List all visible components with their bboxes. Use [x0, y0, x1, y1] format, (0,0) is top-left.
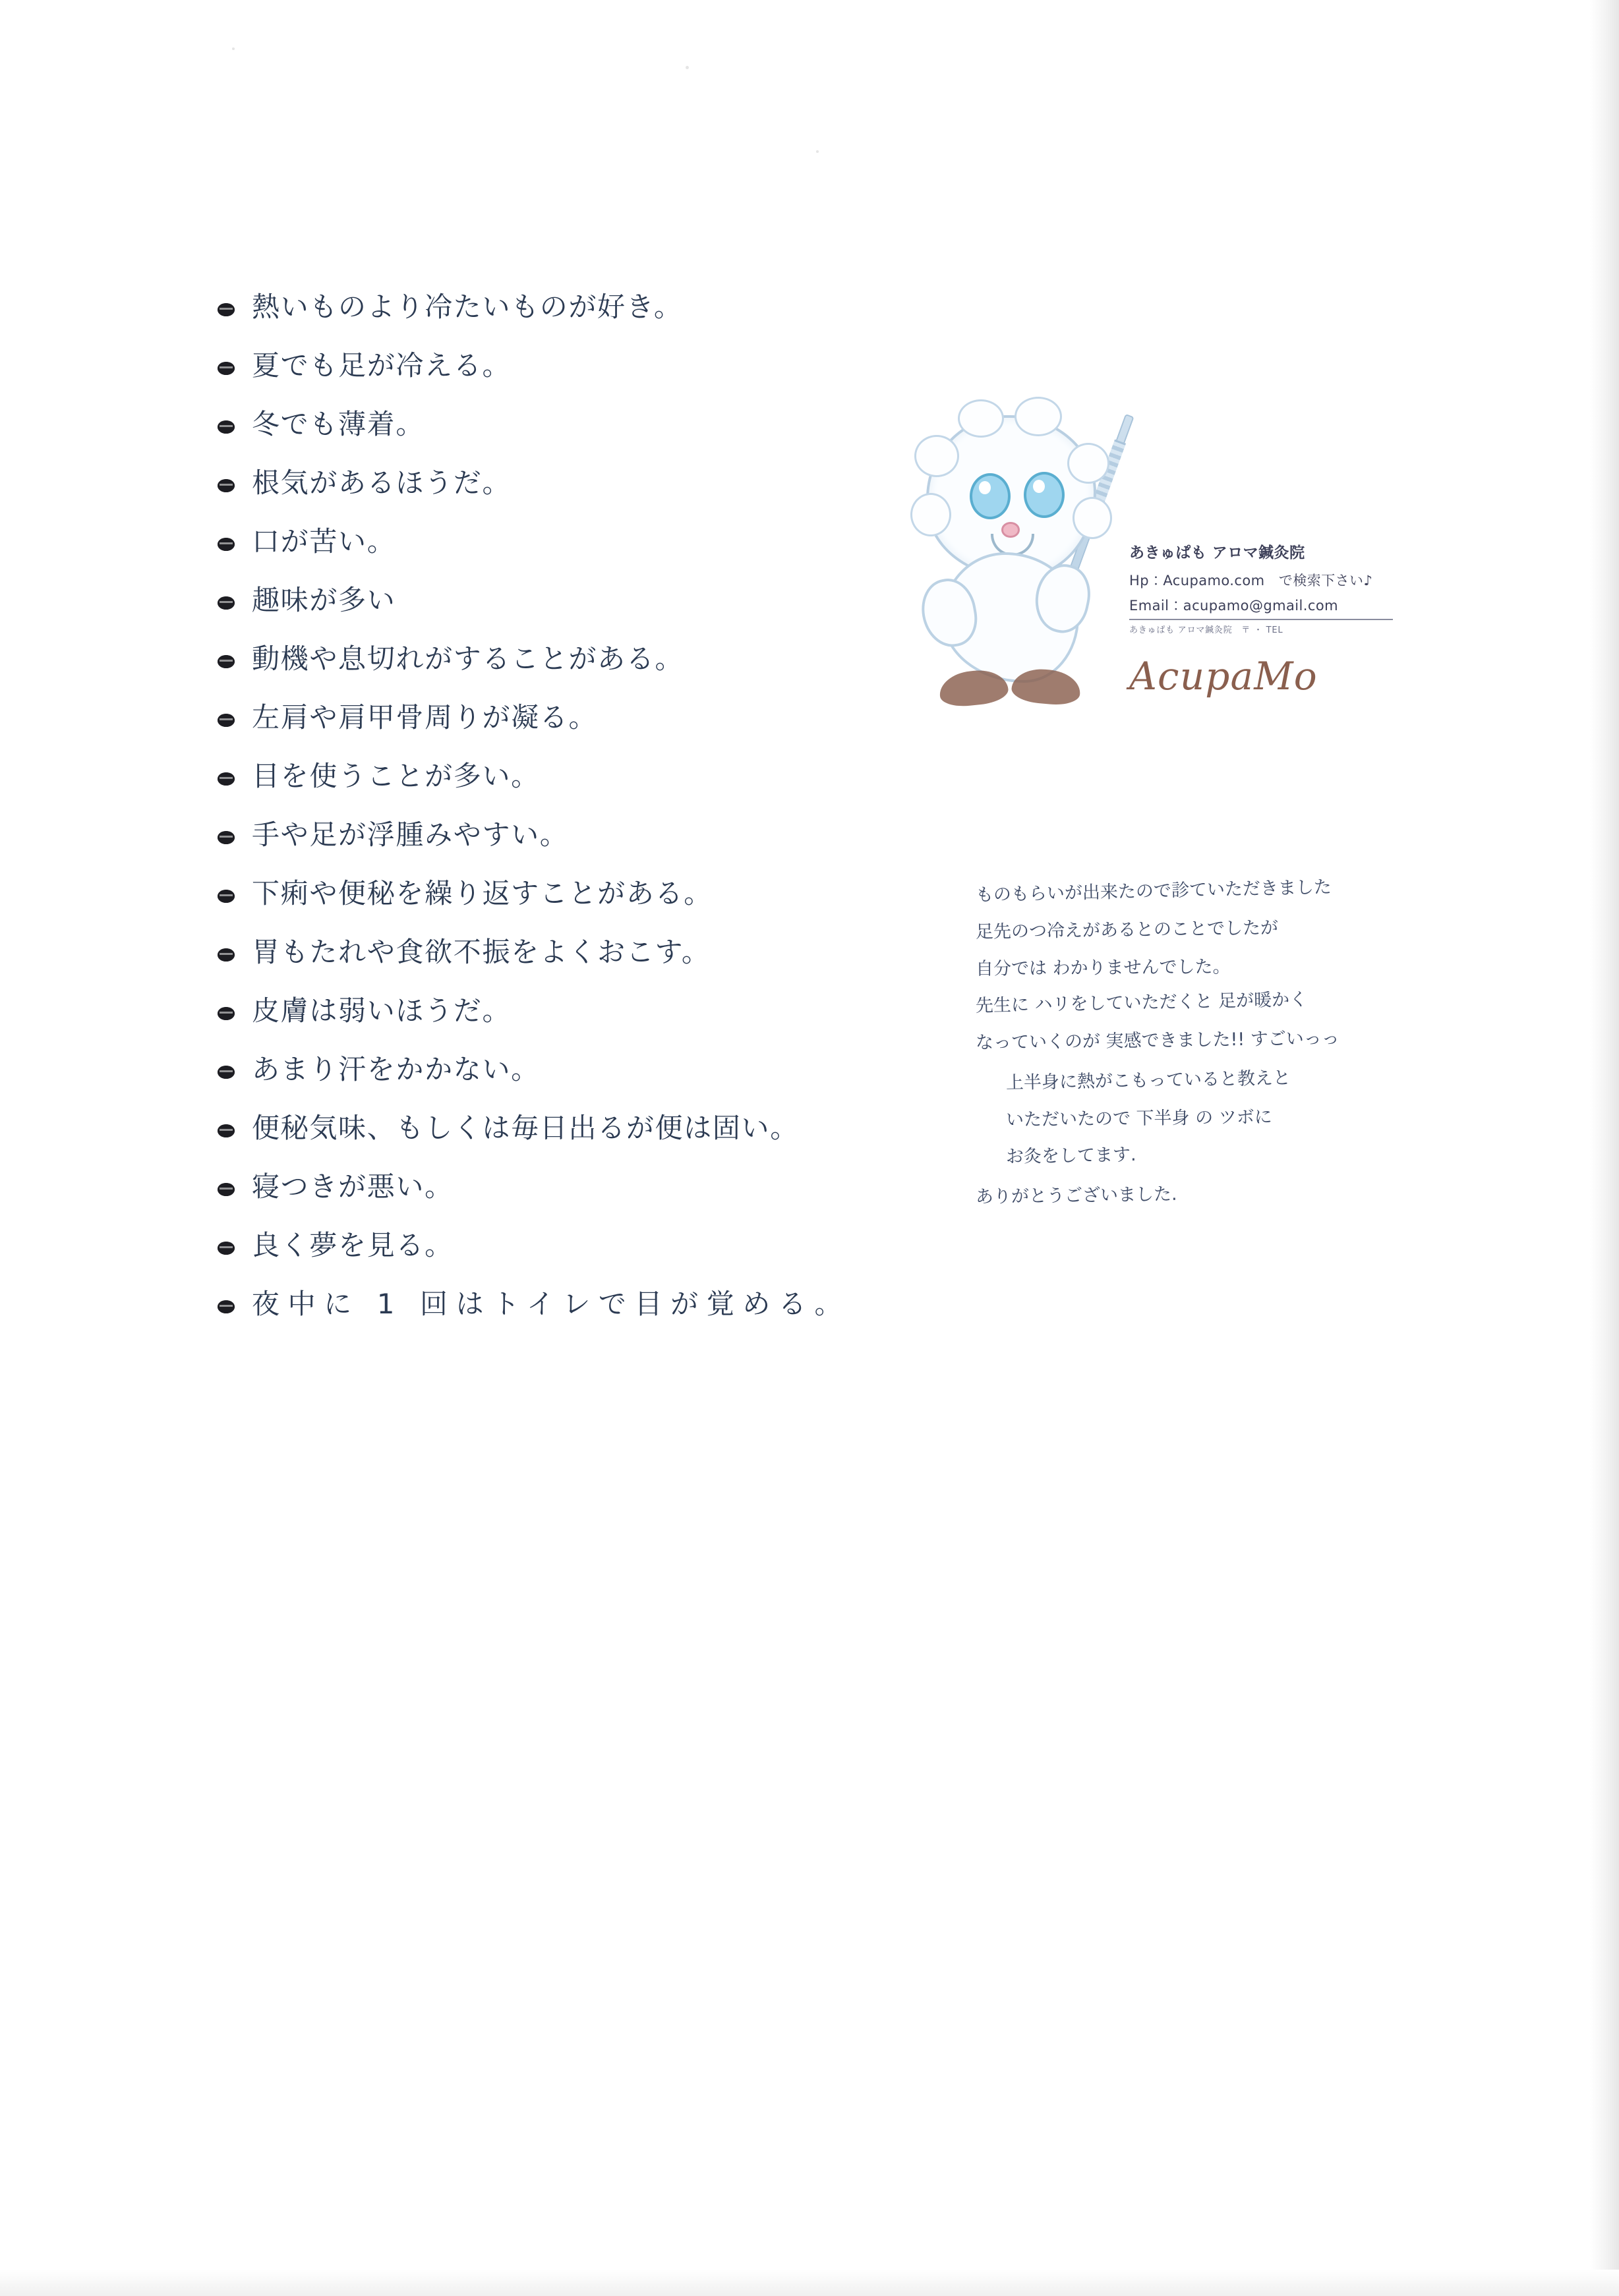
list-item-label: 夜中に 1 回はトイレで目が覚める。	[252, 1288, 851, 1320]
list-item-label: あまり汗をかかない。	[252, 1053, 540, 1085]
bullet-icon	[218, 1183, 235, 1196]
bullet-icon	[218, 1066, 235, 1079]
list-item-label: 夏でも足が冷える。	[252, 349, 512, 382]
handwriting-line: なっていくのが 実感できました!! すごいっっ	[975, 1028, 1339, 1053]
handwriting-line: 先生に ハリをしていただくと 足が暖かく	[975, 989, 1308, 1016]
mascot-fluff	[958, 399, 1004, 438]
list-item[interactable]	[218, 759, 995, 793]
scan-speck	[686, 66, 689, 69]
mascot-fluff	[1073, 497, 1112, 539]
bullet-icon	[218, 714, 235, 727]
list-item[interactable]	[218, 876, 995, 911]
list-item[interactable]	[218, 818, 995, 852]
list-item[interactable]	[218, 407, 995, 442]
symptom-checklist	[218, 290, 995, 1346]
list-item-label: 口が苦い。	[252, 525, 396, 558]
clinic-logo: AcupaMo	[1129, 654, 1318, 699]
list-item[interactable]	[218, 290, 995, 324]
bullet-icon	[218, 479, 235, 492]
bullet-icon	[218, 948, 235, 961]
handwriting-line: ありがとうございました.	[975, 1184, 1177, 1207]
bullet-icon	[218, 772, 235, 786]
clinic-small-print: あきゅぱも アロマ鍼灸院 〒 ・ TEL	[1129, 625, 1283, 635]
list-item-label: 冬でも薄着。	[252, 408, 425, 440]
clinic-name: あきゅぱも アロマ鍼灸院	[1129, 544, 1305, 561]
bullet-icon	[218, 596, 235, 610]
bullet-icon	[218, 1300, 235, 1313]
list-item-label: 趣味が多い	[252, 584, 396, 616]
mascot-fluff	[1015, 397, 1062, 436]
bullet-icon	[218, 1007, 235, 1020]
list-item[interactable]	[218, 642, 995, 676]
list-item-label: 熱いものより冷たいものが好き。	[252, 291, 683, 323]
list-item[interactable]	[218, 1111, 995, 1145]
list-item-label: 胃もたれや食欲不振をよくおこす。	[252, 936, 711, 968]
bullet-icon	[218, 655, 235, 668]
mascot-fluff	[914, 435, 959, 477]
list-item-label: 左肩や肩甲骨周りが凝る。	[252, 701, 598, 733]
list-item[interactable]	[218, 466, 995, 500]
page-edge-shadow	[1590, 0, 1619, 2296]
list-item-label: 動機や息切れがすることがある。	[252, 643, 684, 675]
clinic-website[interactable]: Hp：Acupamo.com で検索下さい♪	[1129, 573, 1373, 588]
clinic-contact-block	[1129, 540, 1413, 699]
list-item-label: 目を使うことが多い。	[252, 760, 540, 792]
bullet-icon	[218, 303, 235, 316]
list-item-label: 寝つきが悪い。	[252, 1170, 454, 1203]
mascot-fluff	[910, 493, 951, 536]
handwriting-line: 上半身に熱がこもっていると教えと	[1005, 1068, 1291, 1093]
handwriting-paragraph	[975, 1184, 1549, 1207]
bullet-icon	[218, 420, 235, 434]
handwritten-comment	[975, 876, 1549, 1225]
list-item[interactable]	[218, 525, 995, 559]
mascot-fluff	[1067, 443, 1109, 484]
list-item-label: 便秘気味、もしくは毎日出るが便は固い。	[252, 1112, 799, 1144]
bullet-icon	[218, 1124, 235, 1137]
clinic-email[interactable]: Email：acupamo@gmail.com	[1129, 598, 1339, 614]
list-item-label: 手や足が浮腫みやすい。	[252, 818, 569, 851]
list-item[interactable]	[218, 1052, 995, 1087]
handwriting-line: 自分では わかりませんでした。	[975, 956, 1231, 979]
bullet-icon	[218, 890, 235, 903]
handwriting-line: いただいたので 下半身 の ツボに	[1005, 1106, 1272, 1130]
list-item[interactable]	[218, 701, 995, 735]
scan-speck	[232, 47, 235, 50]
divider	[1129, 619, 1393, 620]
list-item-label: 下痢や便秘を繰り返すことがある。	[252, 877, 713, 909]
list-item[interactable]	[218, 1170, 995, 1204]
clinic-stamp	[893, 409, 1421, 778]
bullet-icon	[218, 1242, 235, 1255]
list-item[interactable]	[218, 349, 995, 383]
scan-speck	[816, 150, 819, 153]
handwriting-line: ものもらいが出来たので診ていただきました	[975, 876, 1332, 905]
bullet-icon	[218, 831, 235, 844]
list-item-label: 皮膚は弱いほうだ。	[252, 994, 512, 1027]
bullet-icon	[218, 362, 235, 375]
list-item[interactable]	[218, 935, 995, 969]
list-item[interactable]	[218, 994, 995, 1028]
mascot-eye-left	[970, 473, 1011, 519]
mascot-eye-right	[1024, 472, 1065, 518]
handwriting-line: 足先のつ冷えがあるとのことでしたが	[975, 917, 1279, 942]
list-item-label: 根気があるほうだ。	[252, 467, 512, 499]
page-bottom-shadow	[0, 2270, 1619, 2296]
list-item[interactable]	[218, 1287, 995, 1321]
handwriting-line: お灸をしてます.	[1005, 1144, 1136, 1167]
list-item-label: 良く夢を見る。	[252, 1229, 454, 1261]
list-item[interactable]	[218, 1228, 995, 1263]
acupamo-mascot-icon	[906, 409, 1124, 764]
bullet-icon	[218, 538, 235, 551]
handwriting-paragraph	[976, 1068, 1549, 1167]
list-item[interactable]	[218, 583, 995, 617]
